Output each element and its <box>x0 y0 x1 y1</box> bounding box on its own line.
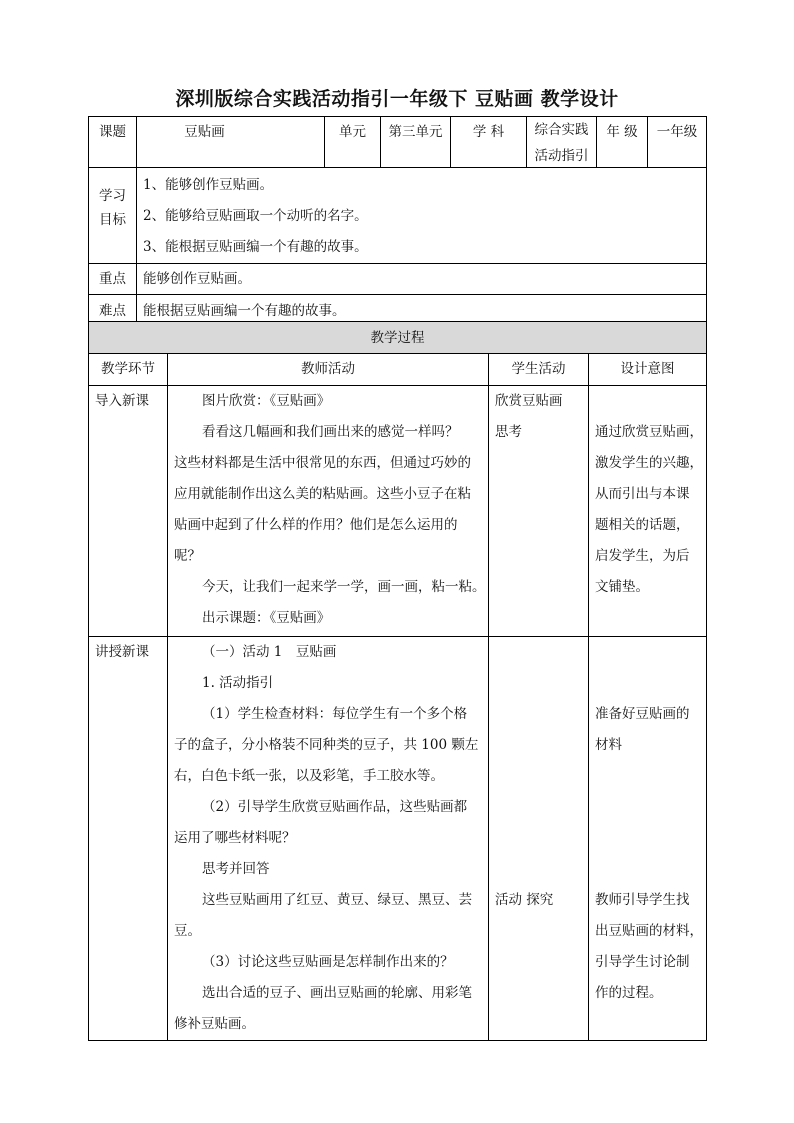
section2-teacher-line: 修补豆贴画。 <box>174 1016 255 1032</box>
section1-student-line: 思考 <box>495 424 522 440</box>
section1-student-line: 欣赏豆贴画 <box>495 393 563 409</box>
header-stage: 教学环节 <box>101 361 155 377</box>
course-value: 豆贴画 <box>184 124 225 140</box>
goal-item: 1、能够创作豆贴画。 <box>143 177 274 193</box>
key-point-value-cell <box>136 263 707 295</box>
grade-value: 一年级 <box>656 124 698 140</box>
section2-teacher-line: 1. 活动指引 <box>202 675 274 691</box>
section1-intent-cell <box>588 385 707 637</box>
course-label: 课题 <box>99 124 126 140</box>
section1-teacher-line: 贴画中起到了什么样的作用？他们是怎么运用的 <box>174 517 458 533</box>
section2-intent-cell <box>588 636 707 1041</box>
subject-value-line-2: 活动指引 <box>534 148 589 164</box>
section2-intent-line: 作的过程。 <box>595 985 663 1001</box>
key-point-label: 重点 <box>99 271 126 287</box>
section2-intent-line: 准备好豆贴画的 <box>595 706 690 722</box>
section1-teacher-line: 这些材料都是生活中很常见的东西，但通过巧妙的 <box>174 455 471 471</box>
section1-teacher-line: 应用就能制作出这么美的粘贴画。这些小豆子在粘 <box>174 486 471 502</box>
section2-teacher-line: 运用了哪些材料呢？ <box>174 830 296 846</box>
section1-teacher-line: 图片欣赏：《豆贴画》 <box>202 393 331 409</box>
process-title: 教学过程 <box>370 330 425 346</box>
goals-list <box>136 167 707 264</box>
section1-intent-line: 从而引出与本课 <box>595 486 690 502</box>
key-point-value: 能够创作豆贴画。 <box>143 271 251 287</box>
section1-intent-line: 启发学生，为后 <box>595 548 690 564</box>
subject-label: 学 科 <box>472 124 505 140</box>
section2-intent-line: 出豆贴画的材料， <box>595 923 703 939</box>
header-intent: 设计意图 <box>620 361 675 377</box>
section1-intent-line: 文铺垫。 <box>595 579 649 595</box>
grade-label-cell <box>596 116 648 168</box>
header-student: 学生活动 <box>511 361 566 377</box>
section1-teacher-line: 看看这几幅画和我们画出来的感觉一样吗？ <box>202 424 459 440</box>
section2-stage-cell <box>88 636 168 1041</box>
section1-teacher-line: 今天，让我们一起来学一学，画一画，粘一粘。 <box>202 579 486 595</box>
header-teacher: 教师活动 <box>301 361 355 377</box>
section1-teacher-line: 出示课题：《豆贴画》 <box>202 610 331 626</box>
section1-teacher-cell <box>167 385 489 637</box>
section2-student-cell <box>488 636 589 1041</box>
section1-stage: 导入新课 <box>95 393 149 409</box>
section2-intent-line: 材料 <box>595 737 622 753</box>
section2-teacher-line: 右，白色卡纸一张，以及彩笔，手工胶水等。 <box>174 768 444 784</box>
section2-stage: 讲授新课 <box>95 644 149 660</box>
header-stage-cell <box>88 353 168 386</box>
difficulty-label: 难点 <box>99 303 126 319</box>
goals-label-line-2: 目标 <box>99 212 126 228</box>
goal-item: 2、能够给豆贴画取一个动听的名字。 <box>143 208 368 224</box>
course-label-cell <box>88 116 137 168</box>
difficulty-label-cell <box>88 294 137 322</box>
section2-teacher-line: 思考并回答 <box>202 861 270 877</box>
section2-student-line: 活动 探究 <box>495 892 554 908</box>
section1-student-cell <box>488 385 589 637</box>
grade-value-cell <box>647 116 707 168</box>
section2-teacher-line: （3）讨论这些豆贴画是怎样制作出来的？ <box>202 954 454 970</box>
page-title: 深圳版综合实践活动指引一年级下 豆贴画 教学设计 <box>175 88 619 110</box>
goals-label-cell <box>88 167 137 264</box>
section2-teacher-line: 选出合适的豆子、画出豆贴画的轮廓、用彩笔 <box>202 985 472 1001</box>
section2-intent-line: 引导学生讨论制 <box>595 954 690 970</box>
unit-label: 单元 <box>339 124 366 140</box>
difficulty-value-cell <box>136 294 707 322</box>
header-teacher-cell <box>167 353 489 386</box>
section2-teacher-cell <box>167 636 489 1041</box>
unit-value: 第三单元 <box>388 124 443 140</box>
section2-teacher-line: 这些豆贴画用了红豆、黄豆、绿豆、黑豆、芸 <box>202 892 472 908</box>
section2-intent-line: 教师引导学生找 <box>595 892 690 908</box>
section2-teacher-line: 子的盒子，分小格装不同种类的豆子，共 100 颗左 <box>174 737 479 753</box>
subject-label-cell <box>450 116 527 168</box>
section1-stage-cell <box>88 385 168 637</box>
difficulty-value: 能根据豆贴画编一个有趣的故事。 <box>143 303 346 319</box>
course-value-cell <box>136 116 325 168</box>
section1-teacher-line: 呢？ <box>174 548 201 564</box>
process-title-cell <box>88 321 707 354</box>
section2-intent-spacer <box>595 761 702 885</box>
section2-teacher-line: （2）引导学生欣赏豆贴画作品，这些贴画都 <box>202 799 468 815</box>
key-point-label-cell <box>88 263 137 295</box>
section2-teacher-line: （一）活动 1 豆贴画 <box>202 644 337 660</box>
grade-label: 年 级 <box>606 124 638 140</box>
section1-intent-line: 通过欣赏豆贴画， <box>595 424 703 440</box>
section1-intent-line: 激发学生的兴趣， <box>595 455 703 471</box>
subject-value-line-1: 综合实践 <box>534 122 589 138</box>
section1-intent-line: 题相关的话题， <box>595 517 690 533</box>
unit-value-cell <box>380 116 451 168</box>
goals-label-line-1: 学习 <box>99 188 126 204</box>
section2-teacher-line: （1）学生检查材料：每位学生有一个多个格 <box>202 706 468 722</box>
section2-teacher-line: 豆。 <box>174 923 201 939</box>
header-intent-cell <box>588 353 707 386</box>
header-student-cell <box>488 353 589 386</box>
goal-item: 3、能根据豆贴画编一个有趣的故事。 <box>143 239 368 255</box>
subject-value-cell <box>526 116 597 168</box>
unit-label-cell <box>324 116 381 168</box>
